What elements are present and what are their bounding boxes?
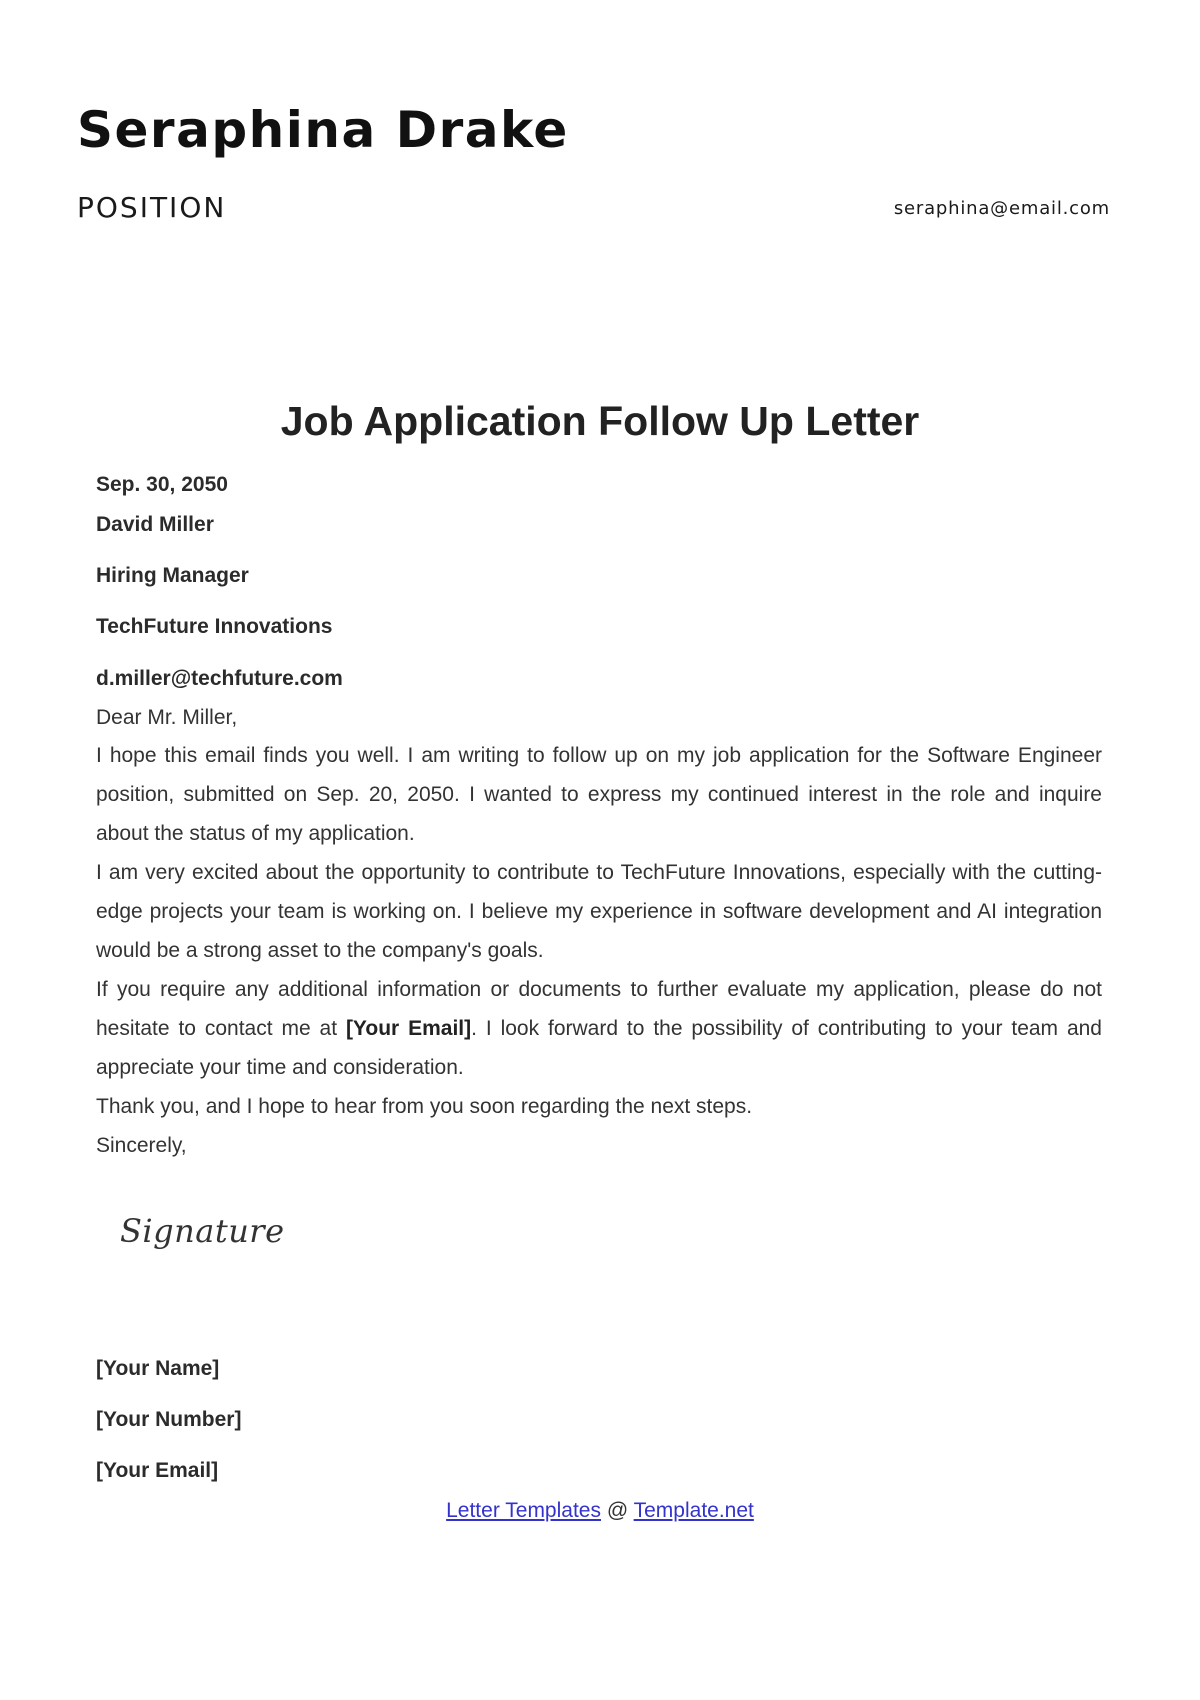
template-net-link[interactable]: Template.net [633, 1499, 754, 1522]
letter-body [96, 470, 1102, 1165]
signature: Signature [120, 1212, 285, 1250]
sender-position: POSITION [77, 191, 227, 224]
paragraph-4: Thank you, and I hope to hear from you soon regarding the next steps. [96, 1095, 753, 1118]
closing: Sincerely, [96, 1134, 187, 1157]
footer [0, 1496, 1200, 1526]
letter-templates-link[interactable]: Letter Templates [446, 1499, 601, 1522]
recipient-email: d.miller@techfuture.com [96, 667, 343, 690]
salutation: Dear Mr. Miller, [96, 706, 238, 729]
recipient-name: David Miller [96, 513, 214, 536]
sender-email-placeholder: [Your Email] [96, 1459, 219, 1482]
letter-title: Job Application Follow Up Letter [280, 398, 920, 444]
recipient-title: Hiring Manager [96, 564, 249, 587]
paragraph-1: I hope this email finds you well. I am writing to follow up on my job application for the Software Engineer position, submitted on Sep. 20, 2050. I wanted to express my continued interest in the role and inquire about the status of my application. [96, 744, 1102, 845]
sender-header-email: seraphina@email.com [893, 198, 1110, 219]
sender-number-placeholder: [Your Number] [96, 1408, 242, 1431]
sender-name-heading: Seraphina Drake [77, 101, 569, 159]
paragraph-3 [96, 970, 1102, 1087]
paragraph-3-text-start: If you require any additional information or documents to further evaluate my application, please do not hesitate to contact me at [96, 978, 1102, 1040]
sender-name-placeholder: [Your Name] [96, 1357, 220, 1380]
footer-separator: @ [606, 1499, 629, 1522]
paragraph-3-text-end: . I look forward to the possibility of contributing to your team and appreciate your time and consideration. [96, 1017, 1102, 1079]
paragraph-2: I am very excited about the opportunity to contribute to TechFuture Innovations, especially with the cutting-edge projects your team is working on. I believe my experience in software development and AI integration would be a strong asset to the company's goals. [96, 861, 1102, 962]
letter-date: Sep. 30, 2050 [96, 473, 228, 496]
paragraph-3-email-placeholder: [Your Email] [345, 1017, 472, 1040]
sender-details [96, 1354, 241, 1507]
recipient-company: TechFuture Innovations [96, 615, 333, 638]
